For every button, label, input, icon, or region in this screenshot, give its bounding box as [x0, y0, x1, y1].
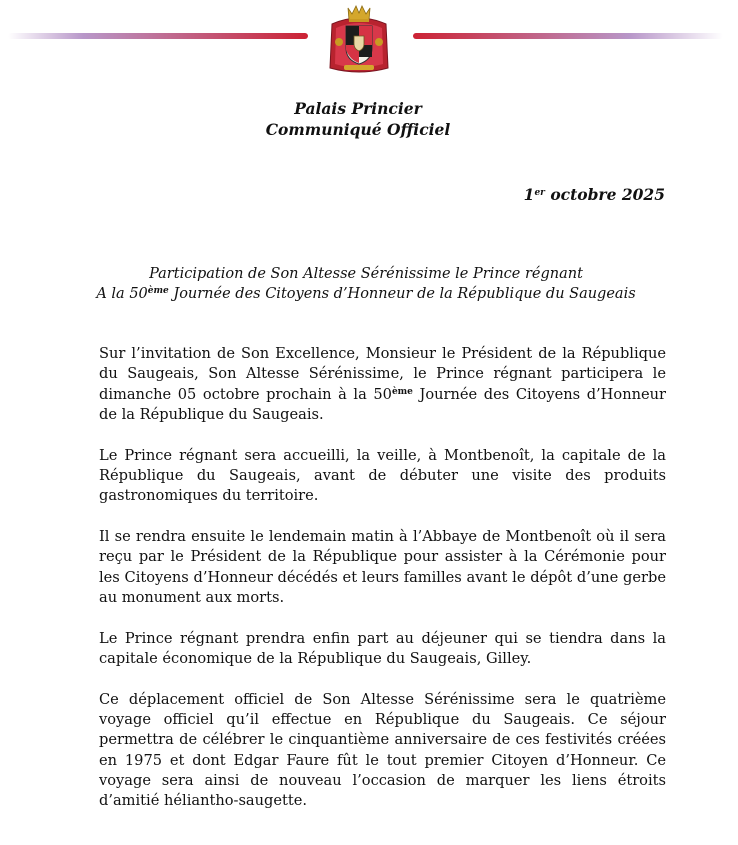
header-divider-right — [413, 33, 723, 39]
body-paragraph-3: Il se rendra ensuite le lendemain matin à l’Abbaye de Montbenoît où il sera reçu par le Président de la République pour assister à la Cérémonie pour les Citoyens d’Honneur décédés et leurs familles avant le dépôt d’une gerbe au monument aux morts. — [99, 528, 666, 606]
subject-line-2 — [0, 284, 738, 304]
subject-line-2-prefix: A la 50 — [96, 286, 148, 302]
body-paragraph-1 — [99, 344, 666, 425]
subject-line-2-suffix: ème — [147, 286, 169, 296]
body-paragraph-5: Ce déplacement officiel de Son Altesse Sérénissime sera le quatrième voyage officiel qu’il effectue en République du Saugeais. Ce séjour permettra de célébrer le cinquantième anniversaire de ces festivités créées en 1975 et dont Edgar Faure fût le tout premier Citoyen d’Honneur. Ce voyage sera ainsi de nouveau l’occasion de marquer les liens étroits d’amitié hélianthо-saugette. — [99, 690, 666, 810]
date-month-year: octobre 2025 — [544, 185, 665, 204]
document-subject — [0, 264, 738, 304]
communique-title: Communiqué Officiel — [265, 120, 451, 139]
body-paragraph-1-part-a: Sur l’invitation de Son Excellence, Monsieur le Président de la République du Saugeais, Son Altesse Sérénissime, le Prince régnant participera le dimanche 05 octobre prochain à la 50 — [99, 345, 666, 403]
body-paragraph-1-sup: ème — [391, 386, 413, 397]
document-body — [99, 344, 666, 832]
coat-of-arms-icon — [322, 2, 396, 76]
document-date — [524, 185, 665, 205]
date-day: 1 — [523, 185, 535, 204]
header-divider-left — [8, 33, 308, 39]
document-header — [0, 98, 716, 140]
palace-title: Palais Princier — [294, 99, 422, 118]
body-paragraph-4: Le Prince régnant prendra enfin part au déjeuner qui se tiendra dans la capitale économique de la République du Saugeais, Gilley. — [99, 629, 666, 668]
subject-line-1: Participation de Son Altesse Sérénissime le Prince régnant — [149, 266, 583, 282]
body-paragraph-1-part-b: Journée des Citoyens d’Honneur de la République du Saugeais. — [99, 385, 666, 423]
subject-line-2-rest: Journée des Citoyens d’Honneur de la République du Saugeais — [168, 286, 636, 302]
date-day-suffix: er — [534, 188, 545, 198]
body-paragraph-2: Le Prince régnant sera accueilli, la veille, à Montbenoît, la capitale de la République du Saugeais, avant de débuter une visite des produits gastronomiques du territoire. — [99, 446, 666, 505]
